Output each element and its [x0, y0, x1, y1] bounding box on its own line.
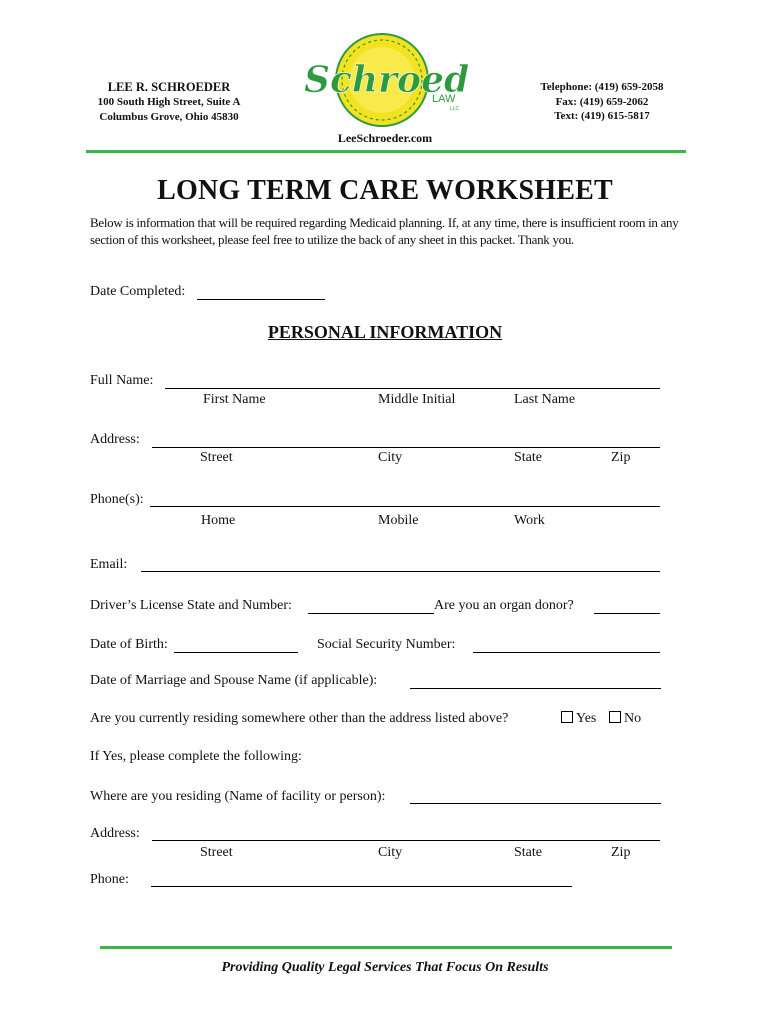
- firm-contact-block: [84, 80, 254, 125]
- facility-zip-caption: Zip: [611, 845, 631, 860]
- logo-llc: LLC: [450, 106, 460, 112]
- marriage-field[interactable]: [410, 688, 661, 689]
- organ-donor-label: Are you an organ donor?: [434, 598, 574, 613]
- middle-initial-caption: Middle Initial: [378, 392, 456, 407]
- address-line-1: 100 South High Street, Suite A: [97, 96, 241, 108]
- address-field[interactable]: [152, 447, 660, 448]
- ssn-field[interactable]: [473, 652, 660, 653]
- phones-label: Phone(s):: [90, 492, 144, 507]
- website: LeeSchroeder.com: [337, 131, 433, 145]
- yes-option[interactable]: [561, 711, 596, 727]
- footer-tagline: Providing Quality Legal Services That Focus On Results: [221, 960, 549, 975]
- facility-state-caption: State: [514, 845, 542, 860]
- state-caption: State: [514, 450, 542, 465]
- facility-phone-label: Phone:: [90, 872, 129, 887]
- telephone: Telephone: (419) 659-2058: [540, 81, 664, 93]
- facility-city-caption: City: [378, 845, 403, 860]
- intro-paragraph: Below is information that will be required regarding Medicaid planning. If, at any time, there is insufficient room in any section of this worksheet, please feel free to utilize the back of any sheet in this packet. Thank you.: [90, 215, 679, 247]
- if-yes-label: If Yes, please complete the following:: [90, 749, 302, 764]
- logo-sub: LAW: [432, 93, 456, 105]
- full-name-label: Full Name:: [90, 373, 154, 388]
- email-field[interactable]: [141, 571, 660, 572]
- license-label: Driver’s License State and Number:: [90, 598, 292, 613]
- first-name-caption: First Name: [203, 392, 266, 407]
- city-caption: City: [378, 450, 403, 465]
- page-title: LONG TERM CARE WORKSHEET: [157, 175, 613, 206]
- address-label: Address:: [90, 432, 140, 447]
- yes-checkbox[interactable]: [561, 711, 573, 723]
- dob-label: Date of Birth:: [90, 637, 168, 652]
- street-caption: Street: [200, 450, 233, 465]
- where-residing-field[interactable]: [410, 803, 661, 804]
- facility-address-label: Address:: [90, 826, 140, 841]
- facility-street-caption: Street: [200, 845, 233, 860]
- marriage-label: Date of Marriage and Spouse Name (if applicable):: [90, 673, 378, 688]
- yes-label: Yes: [576, 711, 597, 726]
- firm-name: LEE R. SCHROEDER: [107, 80, 231, 94]
- organ-donor-field[interactable]: [594, 613, 660, 614]
- address-line-2: Columbus Grove, Ohio 45830: [99, 111, 239, 123]
- where-residing-label: Where are you residing (Name of facility or person):: [90, 789, 386, 804]
- schroeder-law-logo: [298, 30, 468, 130]
- text-number: Text: (419) 615-5817: [554, 110, 650, 122]
- last-name-caption: Last Name: [514, 392, 576, 407]
- home-caption: Home: [201, 513, 236, 528]
- license-field[interactable]: [308, 613, 434, 614]
- logo-word: Schroed: [304, 59, 468, 101]
- no-option[interactable]: [609, 711, 641, 727]
- residing-question: Are you currently residing somewhere other than the address listed above?: [90, 711, 509, 726]
- phones-field[interactable]: [150, 506, 660, 507]
- facility-address-field[interactable]: [152, 840, 660, 841]
- no-label: No: [624, 711, 642, 726]
- section-title: PERSONAL INFORMATION: [267, 322, 503, 342]
- no-checkbox[interactable]: [609, 711, 621, 723]
- phone-contact-block: [522, 80, 682, 124]
- dob-field[interactable]: [174, 652, 298, 653]
- header-divider: [86, 150, 686, 153]
- full-name-field[interactable]: [165, 388, 660, 389]
- facility-phone-field[interactable]: [151, 886, 572, 887]
- date-completed-field[interactable]: [197, 299, 325, 300]
- ssn-label: Social Security Number:: [317, 637, 456, 652]
- date-completed-label: Date Completed:: [90, 284, 186, 299]
- mobile-caption: Mobile: [378, 513, 419, 528]
- work-caption: Work: [514, 513, 545, 528]
- footer-divider: [100, 946, 672, 949]
- fax: Fax: (419) 659-2062: [555, 95, 649, 108]
- email-label: Email:: [90, 557, 128, 572]
- zip-caption: Zip: [611, 450, 631, 465]
